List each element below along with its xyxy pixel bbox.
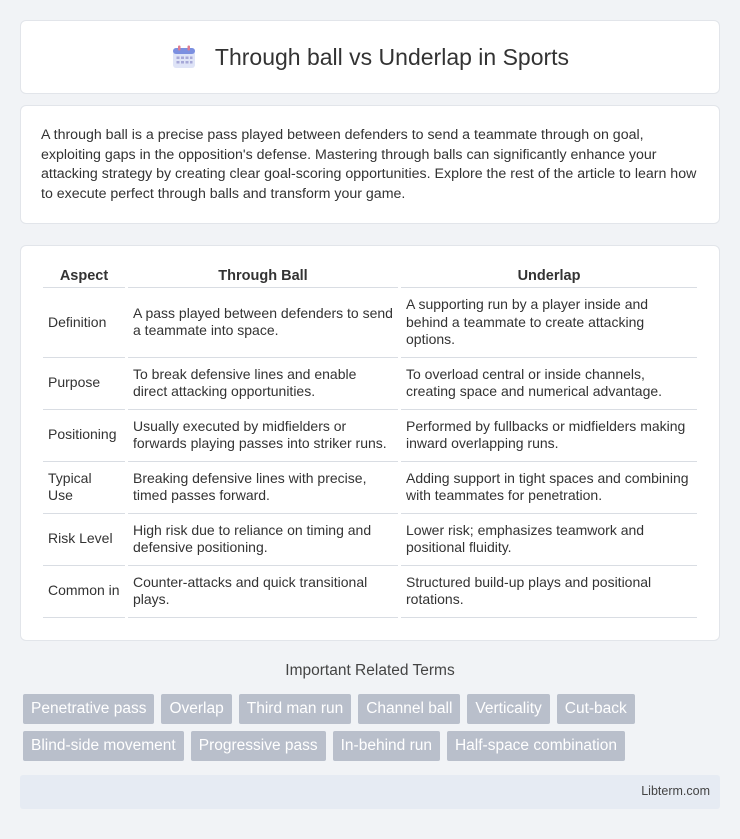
related-terms-title: Important Related Terms (285, 662, 455, 679)
header-through-ball: Through Ball (128, 264, 398, 288)
row-aspect: Positioning (43, 410, 125, 462)
term-tag[interactable]: Blind-side movement (23, 731, 184, 761)
comparison-card (20, 245, 720, 641)
table-row (43, 358, 697, 410)
table-row (43, 462, 697, 514)
row-through-ball: A pass played between defenders to send a teammate into space. (128, 288, 398, 358)
page-header (20, 20, 720, 94)
header-underlap: Underlap (401, 264, 697, 288)
page-title: Through ball vs Underlap in Sports (214, 43, 570, 70)
row-aspect: Risk Level (43, 514, 125, 566)
row-underlap: A supporting run by a player inside and behind a teammate to create attacking options. (401, 288, 697, 358)
calendar-icon (171, 44, 197, 70)
row-aspect: Typical Use (43, 462, 125, 514)
row-through-ball: To break defensive lines and enable direct attacking opportunities. (128, 358, 398, 410)
table-row (43, 288, 697, 358)
term-tag[interactable]: Half-space combination (447, 731, 625, 761)
term-tag[interactable]: Penetrative pass (23, 694, 154, 724)
row-aspect: Common in (43, 566, 125, 618)
intro-card (20, 105, 720, 224)
row-underlap: To overload central or inside channels, creating space and numerical advantage. (401, 358, 697, 410)
table-header-row (43, 264, 697, 288)
row-through-ball: Counter-attacks and quick transitional plays. (128, 566, 398, 618)
row-underlap: Lower risk; emphasizes teamwork and positional fluidity. (401, 514, 697, 566)
table-row (43, 410, 697, 462)
intro-text: A through ball is a precise pass played between defenders to send a teammate through on goal, exploiting gaps in the opposition's defense. Mastering through balls can significantly enhance your attacking strategy by creating clear goal-scoring opportunities. Explore the rest of the article to learn how to execute perfect through balls and transform your game. (41, 127, 697, 202)
term-tag[interactable]: Verticality (467, 694, 549, 724)
comparison-table (40, 264, 700, 618)
term-tag[interactable]: Channel ball (358, 694, 460, 724)
row-through-ball: Usually executed by midfielders or forwards playing passes into striker runs. (128, 410, 398, 462)
row-underlap: Adding support in tight spaces and combining with teammates for penetration. (401, 462, 697, 514)
terms-row (23, 694, 723, 724)
footer (20, 775, 720, 809)
table-row (43, 514, 697, 566)
term-tag[interactable]: In-behind run (333, 731, 440, 761)
row-underlap: Structured build-up plays and positional rotations. (401, 566, 697, 618)
row-through-ball: High risk due to reliance on timing and defensive positioning. (128, 514, 398, 566)
table-row (43, 566, 697, 618)
row-aspect: Definition (43, 288, 125, 358)
term-tag[interactable]: Cut-back (557, 694, 635, 724)
row-underlap: Performed by fullbacks or midfielders making inward overlapping runs. (401, 410, 697, 462)
footer-site-link[interactable]: Libterm.com (641, 784, 710, 798)
term-tag[interactable]: Overlap (161, 694, 231, 724)
row-through-ball: Breaking defensive lines with precise, timed passes forward. (128, 462, 398, 514)
terms-row (23, 731, 723, 761)
row-aspect: Purpose (43, 358, 125, 410)
related-terms (23, 694, 723, 768)
term-tag[interactable]: Progressive pass (191, 731, 326, 761)
term-tag[interactable]: Third man run (239, 694, 351, 724)
header-aspect: Aspect (43, 264, 125, 288)
